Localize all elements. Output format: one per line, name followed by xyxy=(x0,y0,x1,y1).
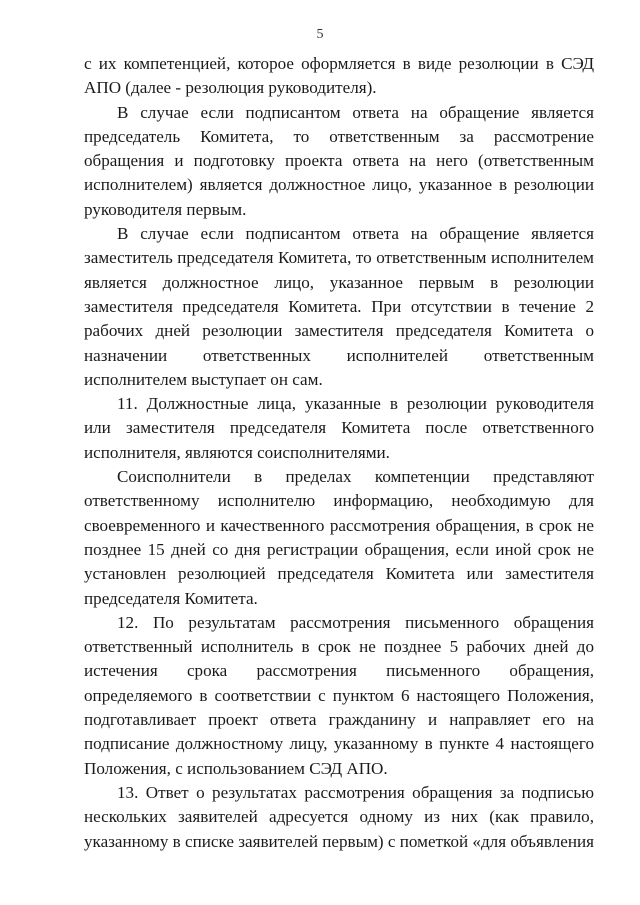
paragraph-co-executors: Соисполнители в пределах компетенции представляют ответственному исполнителю информацию, необходимую для своевременного и качественного рассмотрения обращения, в срок не позднее 15 дней со дня регистрации обращения, если иной срок не установлен резолюцией председателя Комитета или заместителя председателя Комитета. xyxy=(84,467,594,608)
paragraph-item-12: 12. По результатам рассмотрения письменного обращения ответственный исполнитель в срок не позднее 5 рабочих дней до истечения срока рассмотрения письменного обращения, определяемого в соответствии с пунктом 6 настоящего Положения, подготавливает проект ответа гражданину и направляет его на подписание должностному лицу, указанному в пункте 4 настоящего Положения, с использованием СЭД АПО. xyxy=(84,612,594,778)
paragraph-item-13: 13. Ответ о результатах рассмотрения обращения за подписью нескольких заявителей адресуется одному из них (как правило, указанному в списке заявителей первым) с пометкой «для объявления xyxy=(84,782,594,851)
paragraph-deputy-signatory: В случае если подписантом ответа на обращение является заместитель председателя Комитета, то ответственным исполнителем является должностное лицо, указанное первым в резолюции заместителя председателя Комитета. При отсутствии в течение 2 рабочих дней резолюции заместителя председателя Комитета о назначении ответственных исполнителей ответственным исполнителем выступает он сам. xyxy=(84,224,594,389)
paragraph-chairman-signatory: В случае если подписантом ответа на обращение является председатель Комитета, то ответственным за рассмотрение обращения и подготовку проекта ответа на него (ответственным исполнителем) является должностное лицо, указанное в резолюции руководителя первым. xyxy=(84,102,594,219)
page-number: 5 xyxy=(316,27,324,42)
paragraph-item-11: 11. Должностные лица, указанные в резолюции руководителя или заместителя председателя Комитета после ответственного исполнителя, являются соисполнителями. xyxy=(84,394,594,462)
paragraph-continuation: с их компетенцией, которое оформляется в виде резолюции в СЭД АПО (далее - резолюция руководителя). xyxy=(84,54,594,98)
document-body xyxy=(84,52,594,854)
